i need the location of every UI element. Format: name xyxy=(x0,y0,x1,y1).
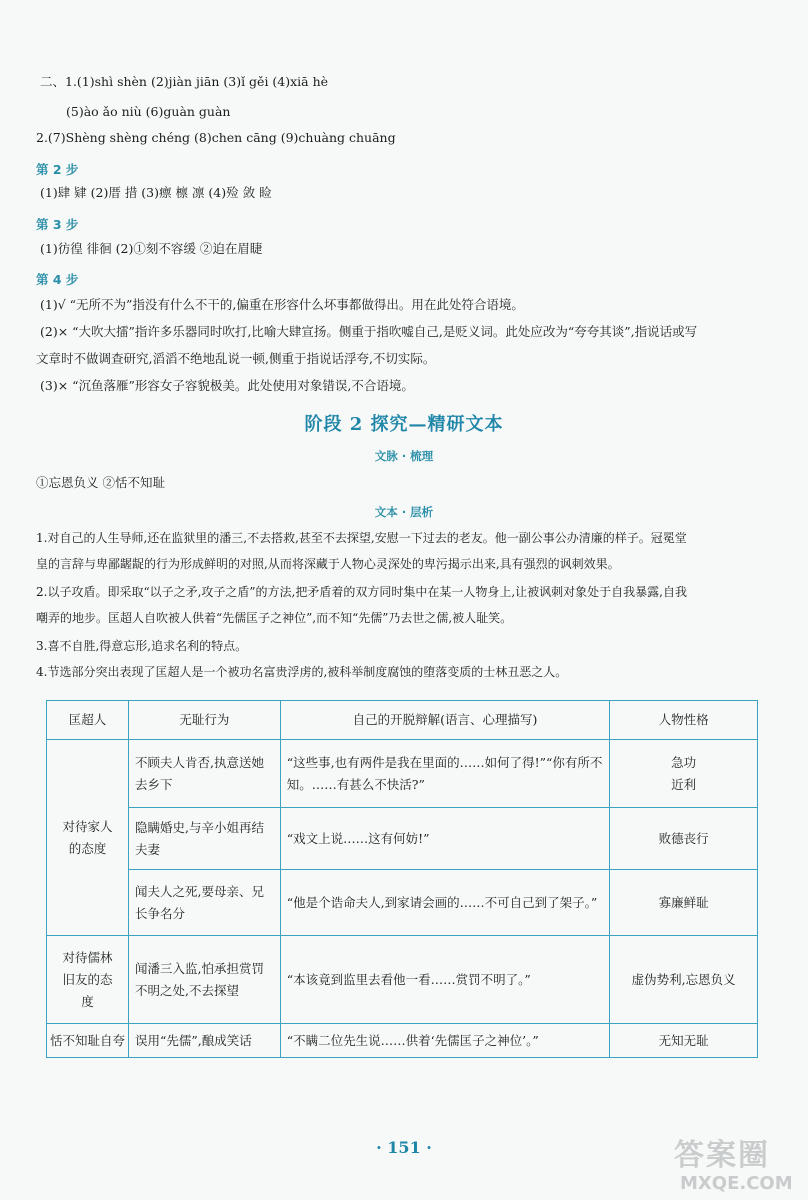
trait-line: 近利 xyxy=(671,776,697,792)
behavior-cell: 闻潘三入监,怕承担赏罚不明之处,不去探望 xyxy=(128,936,280,1024)
table-header: 人物性格 xyxy=(610,701,758,740)
table-row xyxy=(47,870,758,936)
table-row xyxy=(47,808,758,870)
group-label-family: 对待家人的态度 xyxy=(47,740,129,936)
character-analysis-table xyxy=(46,700,758,1058)
step-4-item-2: (2)× “大吹大擂”指许多乐器同时吹打,比喻大肆宣扬。侧重于指吹嘘自己,是贬义词。此处应改为“夸夸其谈”,指说话或写 xyxy=(40,324,698,339)
pinyin-line-1: 二、1.(1)shì shèn (2)jiàn jiān (3)ǐ gěi (4)xiā hè xyxy=(40,74,329,89)
table-header: 匡超人 xyxy=(47,701,129,740)
trait-line: 急功 xyxy=(671,754,697,770)
speech-cell: “他是个诰命夫人,到家请会画的……不可自己到了架子。” xyxy=(280,870,609,936)
step-4-item-2-cont: 文章时不做调查研究,滔滔不绝地乱说一顿,侧重于指说话浮夸,不切实际。 xyxy=(36,351,436,366)
watermark-url: MXQE.COM xyxy=(680,1173,793,1194)
watermark-text: 答案圈 xyxy=(674,1138,770,1173)
page-number: · 151 · xyxy=(376,1138,432,1157)
step-3-answer: (1)彷徨 徘徊 (2)①刻不容缓 ②迫在眉睫 xyxy=(40,241,263,256)
behavior-cell: 误用“先儒”,酿成笑话 xyxy=(128,1024,280,1058)
group-label-boast: 恬不知耻自夸 xyxy=(47,1024,129,1058)
behavior-cell: 隐瞒婚史,与辛小姐再结夫妻 xyxy=(128,808,280,870)
trait-cell xyxy=(610,740,758,808)
table-header-row xyxy=(47,701,758,740)
speech-cell: “戏文上说……这有何妨!” xyxy=(280,808,609,870)
behavior-cell: 闻夫人之死,要母亲、兄长争名分 xyxy=(128,870,280,936)
table-row xyxy=(47,936,758,1024)
section-subtitle-analysis: 文本 · 层析 xyxy=(374,505,434,519)
watermark-logo xyxy=(670,1126,800,1194)
trait-cell: 无知无耻 xyxy=(610,1024,758,1058)
step-4-label: 第 4 步 xyxy=(36,272,79,287)
section-subtitle-context: 文脉 · 梳理 xyxy=(374,449,434,463)
step-4-item-1: (1)√ “无所不为”指没有什么不干的,偏重在形容什么坏事都做得出。用在此处符合语境。 xyxy=(40,297,524,312)
step-2-answer: (1)肆 肄 (2)厝 措 (3)瘭 檩 凛 (4)殓 敛 睑 xyxy=(40,185,272,200)
answer-1: 1.对自己的人生导师,还在监狱里的潘三,不去搭救,甚至不去探望,安慰一下过去的老友。他一副公事公办清廉的样子。冠冕堂 xyxy=(36,531,687,545)
answer-3: 3.喜不自胜,得意忘形,追求名利的特点。 xyxy=(36,639,248,653)
stage-title: 阶段 2 探究—精研文本 xyxy=(304,414,504,435)
context-answer: ①忘恩负义 ②恬不知耻 xyxy=(36,475,165,490)
answer-1-cont: 皇的言辞与卑鄙龌龊的行为形成鲜明的对照,从而将深藏于人物心灵深处的卑污揭示出来,具有强烈的讽刺效果。 xyxy=(36,557,620,571)
step-3-label: 第 3 步 xyxy=(36,217,79,232)
step-2-label: 第 2 步 xyxy=(36,162,79,177)
table-header: 无耻行为 xyxy=(128,701,280,740)
step-4-item-3: (3)× “沉鱼落雁”形容女子容貌极美。此处使用对象错误,不合语境。 xyxy=(40,378,414,393)
pinyin-line-2: (5)ào ǎo niù (6)guàn guàn xyxy=(66,104,231,119)
group-label-friends: 对待儒林旧友的态度 xyxy=(47,936,129,1024)
trait-cell: 寡廉鲜耻 xyxy=(610,870,758,936)
table-header: 自己的开脱辩解(语言、心理描写) xyxy=(280,701,609,740)
speech-cell: “这些事,也有两件是我在里面的……如何了得!”“你有所不知。……有甚么不快活?” xyxy=(280,740,609,808)
table-row xyxy=(47,740,758,808)
behavior-cell: 不顾夫人肯否,执意送她去乡下 xyxy=(128,740,280,808)
pinyin-line-3: 2.(7)Shèng shèng chéng (8)chen cāng (9)chuàng chuāng xyxy=(36,130,396,145)
speech-cell: “本该竟到监里去看他一看……赏罚不明了。” xyxy=(280,936,609,1024)
trait-cell: 虚伪势利,忘恩负义 xyxy=(610,936,758,1024)
table-row xyxy=(47,1024,758,1058)
answer-2-cont: 嘲弄的地步。匡超人自吹被人供着“先儒匡子之神位”,而不知“先儒”乃去世之儒,被人耻笑。 xyxy=(36,611,513,625)
trait-cell: 败德丧行 xyxy=(610,808,758,870)
answer-2: 2.以子攻盾。即采取“以子之矛,攻子之盾”的方法,把矛盾着的双方同时集中在某一人物身上,让被讽刺对象处于自我暴露,自我 xyxy=(36,585,687,599)
speech-cell: “不瞒二位先生说……供着‘先儒匡子之神位’。” xyxy=(280,1024,609,1058)
answer-4: 4.节选部分突出表现了匡超人是一个被功名富贵浮虏的,被科举制度腐蚀的堕落变质的士林丑恶之人。 xyxy=(36,665,568,679)
